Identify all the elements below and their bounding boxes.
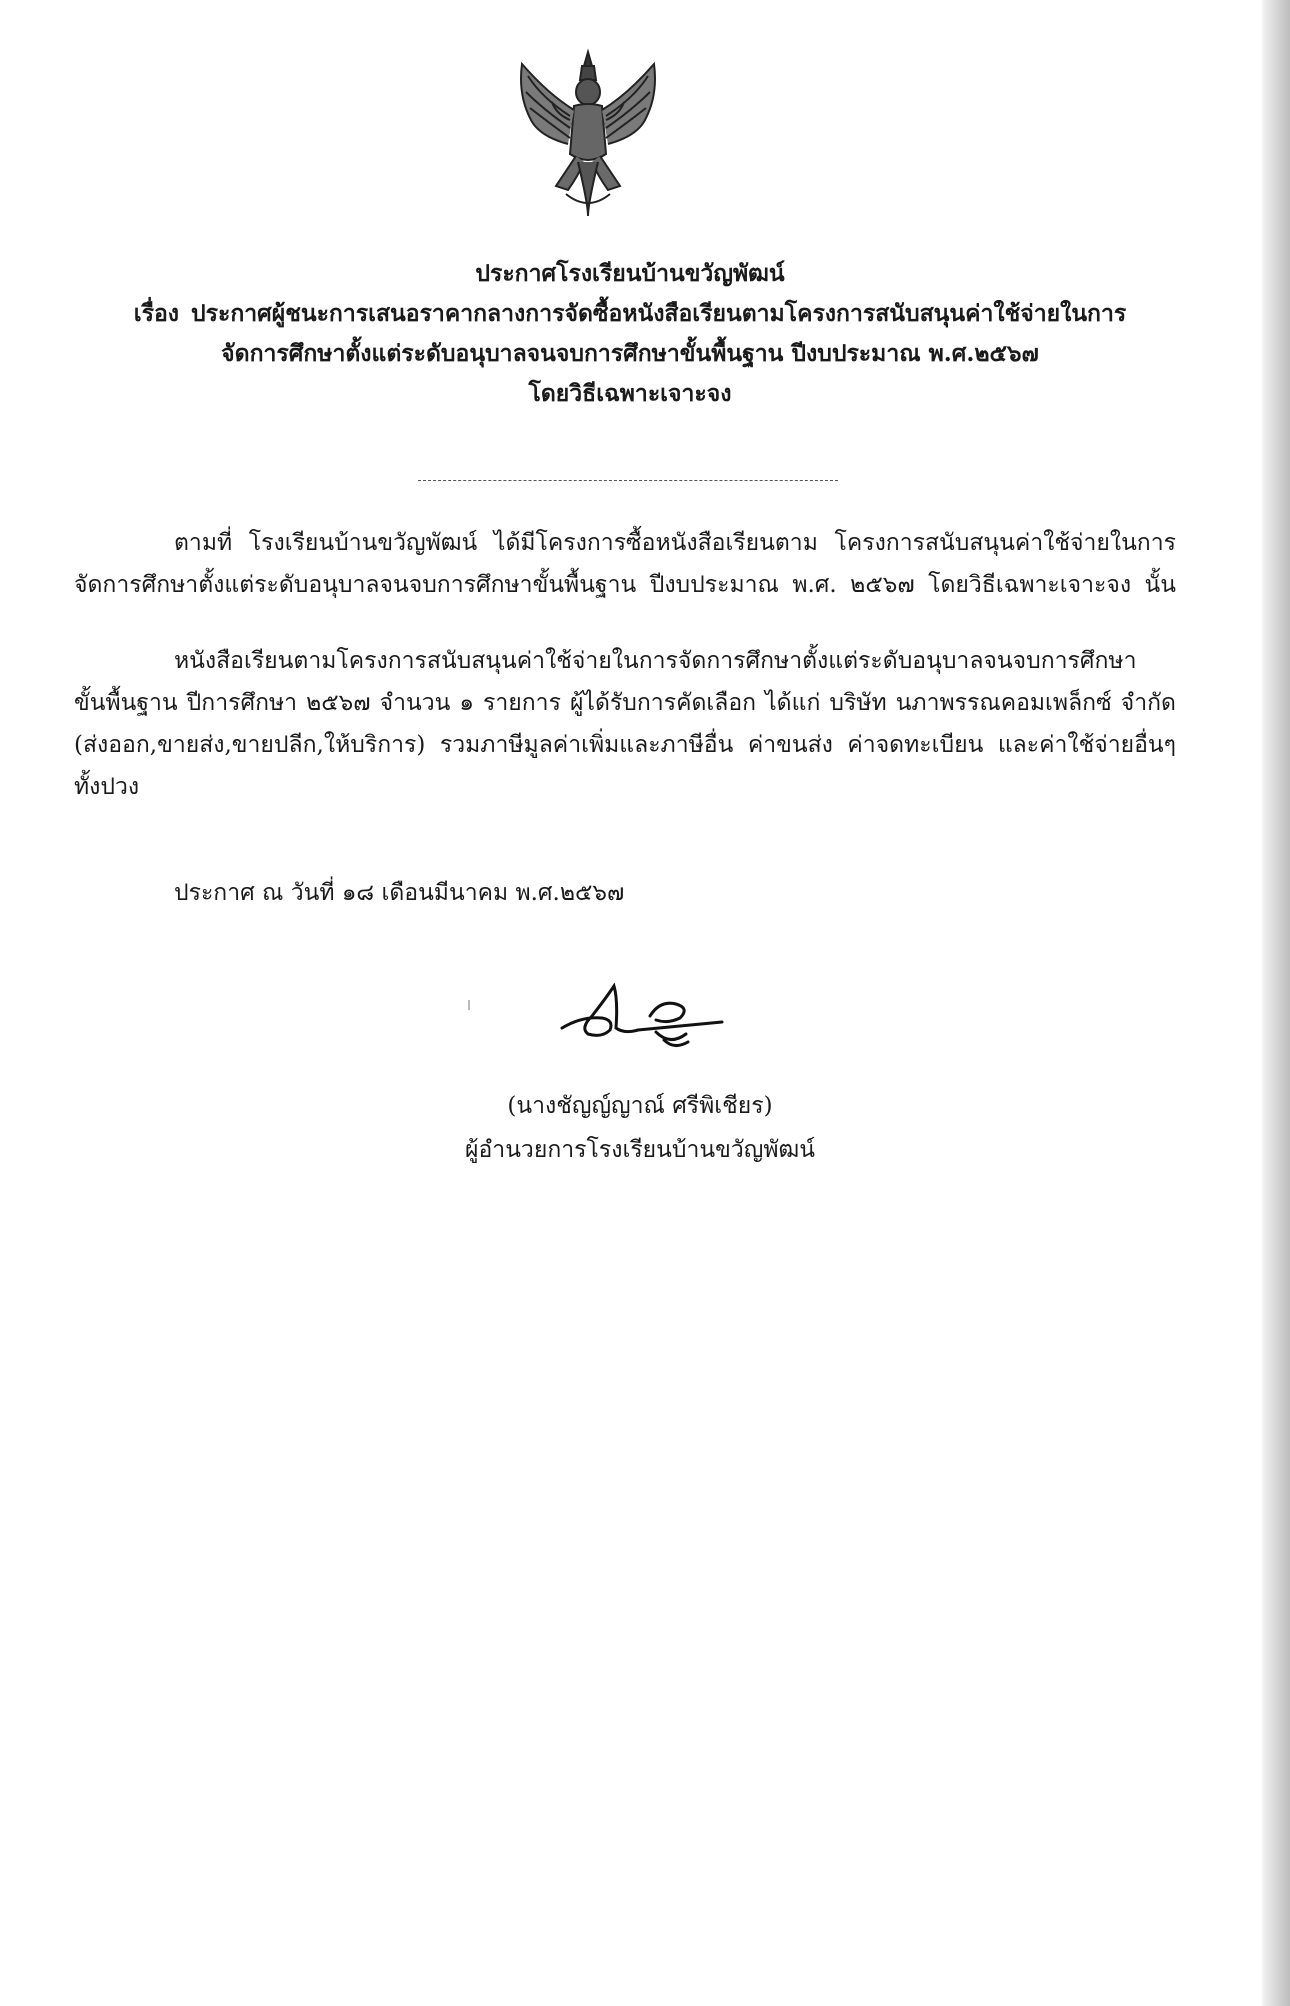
signer-name: (นางชัญญ์ญาณ์ ศรีพิเชียร) — [507, 1093, 773, 1119]
announcement-subject-line-1 — [60, 294, 1200, 334]
page-edge-shadow — [1262, 0, 1290, 2006]
announcement-subject-line-2: จัดการศึกษาตั้งแต่ระดับอนุบาลจนจบการศึกษาขั้นพื้นฐาน ปีงบประมาณ พ.ศ.๒๕๖๗ — [221, 340, 1039, 367]
signer-block — [380, 1084, 900, 1172]
paragraph-2-line: ขั้นพื้นฐาน ปีการศึกษา ๒๕๖๗ จำนวน ๑ รายการ ผู้ได้รับการคัดเลือก ได้แก่ บริษัท นภาพรรณคอมเพล็กซ์ จำกัด — [74, 690, 1176, 716]
garuda-emblem-icon — [508, 44, 668, 224]
announcement-header — [60, 254, 1200, 414]
body-paragraph-1 — [74, 522, 1176, 606]
subject-text-1: ประกาศผู้ชนะการเสนอราคากลางการจัดซื้อหนังสือเรียนตามโครงการสนับสนุนค่าใช้จ่ายในการ — [191, 300, 1127, 327]
paragraph-1-line: ตามที่ โรงเรียนบ้านขวัญพัฒน์ ได้มีโครงการซื้อหนังสือเรียนตาม โครงการสนับสนุนค่าใช้จ่ายในการ — [174, 530, 1176, 556]
announcement-subject-line-3: โดยวิธีเฉพาะเจาะจง — [528, 380, 732, 407]
subject-label: เรื่อง — [133, 300, 180, 327]
dashed-divider — [418, 480, 838, 481]
announce-date: ประกาศ ณ วันที่ ๑๘ เดือนมีนาคม พ.ศ.๒๕๖๗ — [174, 880, 625, 906]
body-paragraph-2 — [74, 640, 1176, 808]
handwritten-signature — [552, 976, 742, 1056]
signer-position: ผู้อำนวยการโรงเรียนบ้านขวัญพัฒน์ — [465, 1137, 815, 1163]
announce-date-block — [74, 872, 1176, 914]
paragraph-2-line: หนังสือเรียนตามโครงการสนับสนุนค่าใช้จ่ายในการจัดการศึกษาตั้งแต่ระดับอนุบาลจนจบการศึกษา — [174, 648, 1137, 674]
scan-speck — [468, 1000, 470, 1010]
paragraph-2-line: ทั้งปวง — [74, 774, 140, 800]
paragraph-2-line: (ส่งออก,ขายส่ง,ขายปลีก,ให้บริการ) รวมภาษีมูลค่าเพิ่มและภาษีอื่น ค่าขนส่ง ค่าจดทะเบียน และค่าใช้จ่ายอื่นๆ — [74, 732, 1176, 758]
paragraph-1-line: จัดการศึกษาตั้งแต่ระดับอนุบาลจนจบการศึกษาขั้นพื้นฐาน ปีงบประมาณ พ.ศ. ๒๕๖๗ โดยวิธีเฉพาะเจาะจง นั้น — [74, 572, 1176, 598]
announcement-issuer: ประกาศโรงเรียนบ้านขวัญพัฒน์ — [475, 260, 785, 287]
